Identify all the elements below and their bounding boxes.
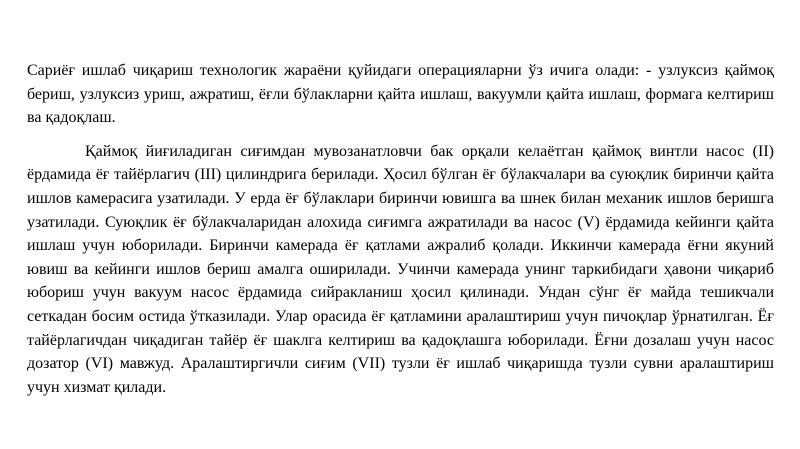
paragraph-process-overview: Сариёғ ишлаб чиқариш технологик жараёни қуйидаги операцияларни ўз ичига олади: - узлуксиз қаймоқ бериш, узлуксиз уриш, ажратиш, ёғли бўлакларни қайта ишлаш, вакуумли қайта ишлаш, формага келтириш ва қадоқлаш. (27, 62, 774, 127)
paragraph-process-description: Қаймоқ йиғиладиган сиғимдан мувозанатловчи бак орқали келаётган қаймоқ винтли насос (II) ёрдамида ёғ тайёрлагич (III) цилиндрига берилади. Ҳосил бўлган ёғ бўлакчалари ва суюқлик биринчи қайта ишлов камерасига узатилади. У ерда ёғ бўлаклари биринчи ювишга ва шнек билан механик ишлов беришга узатилади. Суюқлик ёғ бўлакчаларидан алохида сиғимга ажратилади ва насос (V) ёрдамида кейинги қайта ишлаш учун юборилади. Биринчи камерада ёғ қатлами ажралиб қолади. Иккинчи камерада ёғни якуний ювиш ва кейинги ишлов бериш амалга оширилади. Учинчи камерада унинг таркибидаги ҳавони чиқариб юбориш учун вакуум насос ёрдамида сийракланиш ҳосил қилинади. Ундан сўнг ёғ майда тешикчали сеткадан босим остида ўтказилади. Улар орасида ёғ қатламини аралаштириш учун пичоқлар ўрнатилган. Ёғ тайёрлагичдан чиқадиган тайёр ёғ шаклга келтириш ва қадоқлашга юборилади. Ёғни дозалаш учун насос дозатор (VI) мавжуд. Аралаштиргичли сиғим (VII) тузли ёғ ишлаб чиқаришда тузли сувни аралаштириш учун хизмат қилади. (27, 142, 774, 396)
document-body (27, 59, 774, 399)
